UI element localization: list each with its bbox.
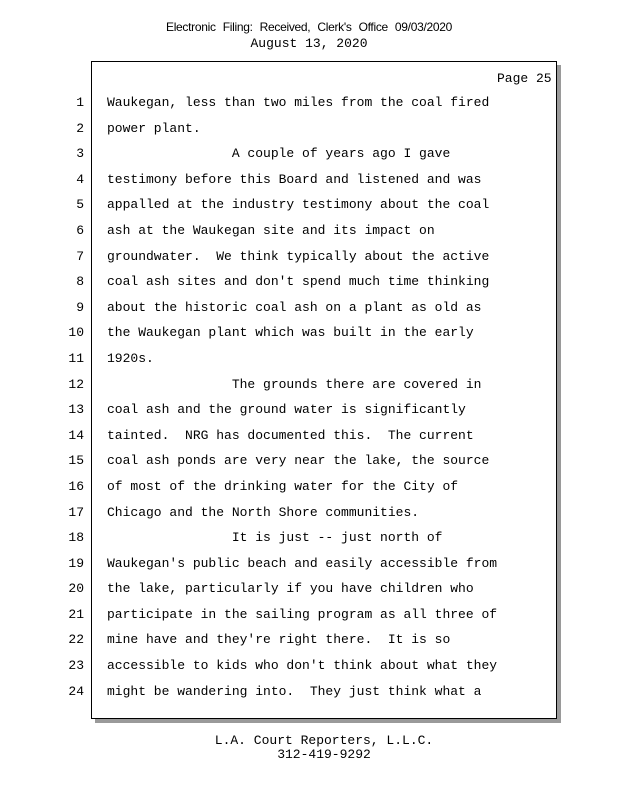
line-number: 22 xyxy=(68,632,84,648)
line-text: of most of the drinking water for the City of xyxy=(107,478,459,494)
transcript-line xyxy=(0,627,618,653)
line-text: A couple of years ago I gave xyxy=(107,146,451,162)
transcript-line xyxy=(0,679,618,705)
footer-company: L.A. Court Reporters, L.L.C. xyxy=(214,733,434,748)
line-text: about the historic coal ash on a plant as old as xyxy=(107,299,482,315)
line-text: might be wandering into. They just think what a xyxy=(107,683,482,699)
page-number: Page 25 xyxy=(497,71,552,86)
transcript-lines xyxy=(0,90,618,704)
line-number: 18 xyxy=(68,530,84,546)
transcript-line xyxy=(0,372,618,398)
transcript-line xyxy=(0,551,618,577)
transcript-line xyxy=(0,269,618,295)
line-number: 8 xyxy=(76,274,84,290)
line-number: 23 xyxy=(68,658,84,674)
transcript-line xyxy=(0,602,618,628)
line-number: 24 xyxy=(68,683,84,699)
line-number: 3 xyxy=(76,146,84,162)
hearing-date: August 13, 2020 xyxy=(250,36,368,51)
line-text: coal ash ponds are very near the lake, the source xyxy=(107,453,490,469)
transcript-line xyxy=(0,116,618,142)
line-number: 5 xyxy=(76,197,84,213)
transcript-line xyxy=(0,244,618,270)
footer-phone: 312-419-9292 xyxy=(277,747,371,762)
line-text: participate in the sailing program as all three of xyxy=(107,606,498,622)
transcript-line xyxy=(0,192,618,218)
line-number: 2 xyxy=(76,120,84,136)
line-number: 17 xyxy=(68,504,84,520)
transcript-line xyxy=(0,320,618,346)
transcript-line xyxy=(0,525,618,551)
line-number: 19 xyxy=(68,555,84,571)
line-text: accessible to kids who don't think about what they xyxy=(107,658,498,674)
line-number: 14 xyxy=(68,427,84,443)
line-text: power plant. xyxy=(107,120,201,136)
transcript-line xyxy=(0,295,618,321)
transcript-line xyxy=(0,474,618,500)
line-number: 9 xyxy=(76,299,84,315)
line-number: 11 xyxy=(68,350,84,366)
line-text: the lake, particularly if you have children who xyxy=(107,581,474,597)
line-text: coal ash sites and don't spend much time thinking xyxy=(107,274,490,290)
transcript-line xyxy=(0,500,618,526)
filing-stamp: Electronic Filing: Received, Clerk's Office 09/03/2020 xyxy=(165,20,452,34)
line-text: Waukegan, less than two miles from the coal fired xyxy=(107,95,490,110)
line-text: coal ash and the ground water is significantly xyxy=(107,402,466,418)
line-number: 12 xyxy=(68,376,84,392)
transcript-line xyxy=(0,423,618,449)
transcript-line xyxy=(0,218,618,244)
line-number: 13 xyxy=(68,402,84,418)
line-text: groundwater. We think typically about the active xyxy=(107,248,490,264)
line-number: 7 xyxy=(76,248,84,264)
line-text: Waukegan's public beach and easily accessible from xyxy=(107,555,498,571)
transcript-line xyxy=(0,397,618,423)
line-text: mine have and they're right there. It is so xyxy=(107,632,451,648)
line-text: appalled at the industry testimony about the coal xyxy=(107,197,490,213)
transcript-line xyxy=(0,90,618,116)
transcript-line xyxy=(0,653,618,679)
transcript-line xyxy=(0,167,618,193)
transcript-line xyxy=(0,141,618,167)
transcript-line xyxy=(0,576,618,602)
line-text: tainted. NRG has documented this. The current xyxy=(107,427,474,443)
line-number: 21 xyxy=(68,606,84,622)
line-number: 6 xyxy=(76,222,84,238)
line-text: It is just -- just north of xyxy=(107,530,443,546)
line-text: Chicago and the North Shore communities. xyxy=(107,504,420,520)
line-text: ash at the Waukegan site and its impact on xyxy=(107,222,435,238)
line-text: testimony before this Board and listened and was xyxy=(107,171,482,187)
line-number: 4 xyxy=(76,171,84,187)
line-number: 16 xyxy=(68,478,84,494)
line-number: 15 xyxy=(68,453,84,469)
transcript-line xyxy=(0,346,618,372)
line-number: 20 xyxy=(68,581,84,597)
line-text: The grounds there are covered in xyxy=(107,376,482,392)
line-number: 1 xyxy=(76,95,84,110)
transcript-line xyxy=(0,448,618,474)
line-number: 10 xyxy=(68,325,84,341)
line-text: the Waukegan plant which was built in the early xyxy=(107,325,474,341)
line-text: 1920s. xyxy=(107,350,154,366)
